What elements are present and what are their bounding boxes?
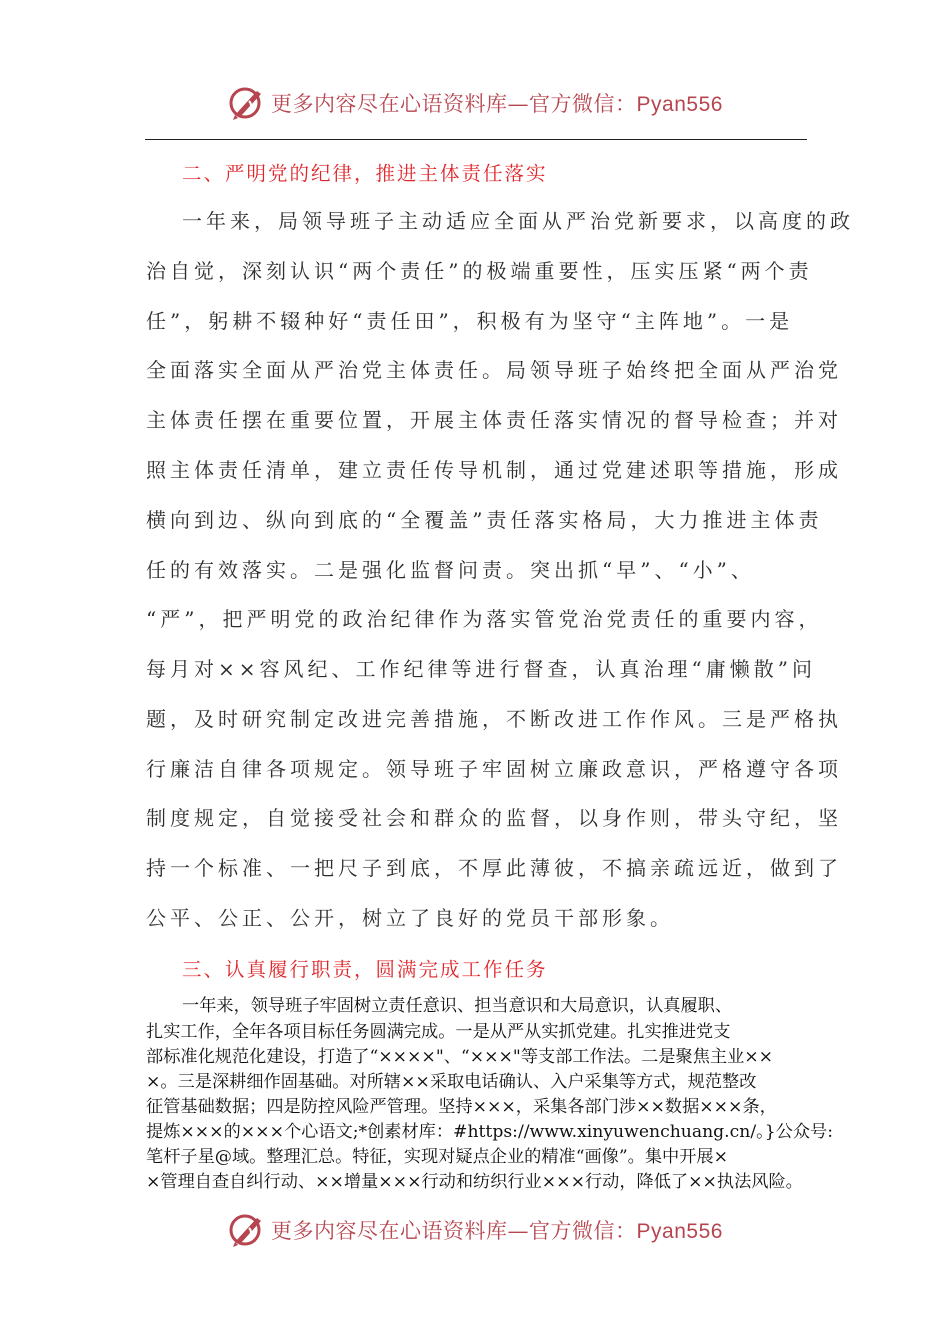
pen-logo-icon (227, 83, 267, 123)
section-2-line: 每月对××容风纪、工作纪律等进行督查，认真治理“庸懒散”问 (146, 657, 816, 681)
section-2-line: 横向到边、纵向到底的“全覆盖”责任落实格局，大力推进主体责 (146, 508, 823, 532)
section-2-line: 公平、公正、公开，树立了良好的党员干部形象。 (146, 906, 674, 930)
section-2-line: 持一个标准、一把尺子到底，不厚此薄彼，不搞亲疏远近，做到了 (146, 856, 842, 880)
section-3-line: 扎实工作，全年各项目标任务圆满完成。一是从严从实抓党建。扎实推进党支 (146, 1022, 731, 1042)
section-3-line: 提炼×××的×××个心语文;*创素材库：#https://www.xinyuwenchuang.cn/。}公众号: (146, 1122, 833, 1142)
section-2-line: 题，及时研究制定改进完善措施，不断改进工作作风。三是严格执 (146, 707, 842, 731)
section-3-line: 笔杆子星@域。整理汇总。特征，实现对疑点企业的精准“画像”。集中开展× (146, 1147, 728, 1167)
section-2-line: 治自觉，深刻认识“两个责任”的极端重要性，压实压紧“两个责 (146, 259, 813, 283)
section-2-line: 照主体责任清单，建立责任传导机制，通过党建述职等措施，形成 (146, 458, 842, 482)
footer-banner (0, 1207, 950, 1253)
section-2-line: 任”，躬耕不辍种好“责任田”，积极有为坚守“主阵地”。一是 (146, 309, 794, 333)
section-3-line: 一年来，领导班子牢固树立责任意识、担当意识和大局意识，认真履职、 (182, 996, 733, 1016)
section-2-line: 一年来，局领导班子主动适应全面从严治党新要求，以高度的政 (182, 209, 854, 233)
section-2-line: “严”，把严明党的政治纪律作为落实管党治党责任的重要内容， (146, 607, 823, 631)
header-rule (145, 139, 807, 140)
section-2-heading: 二、严明党的纪律，推进主体责任落实 (182, 162, 548, 185)
section-2-line: 任的有效落实。二是强化监督问责。突出抓“早”、“小”、 (146, 558, 755, 582)
banner-text: 更多内容尽在心语资料库—官方微信：Pyan556 (271, 1219, 723, 1243)
section-3-heading: 三、认真履行职责，圆满完成工作任务 (182, 958, 548, 981)
wechat-id: Pyan556 (636, 1220, 723, 1243)
section-2-line: 行廉洁自律各项规定。领导班子牢固树立廉政意识，严格遵守各项 (146, 757, 842, 781)
pen-logo-icon (227, 1210, 267, 1250)
section-3-line: 征管基础数据；四是防控风险严管理。坚持×××，采集各部门涉××数据×××条， (146, 1097, 777, 1117)
section-3-line: 部标准化规范化建设，打造了“××××"、“×××"等支部工作法。二是聚焦主业×× (146, 1047, 774, 1067)
section-2-line: 全面落实全面从严治党主体责任。局领导班子始终把全面从严治党 (146, 358, 842, 382)
banner-text: 更多内容尽在心语资料库—官方微信：Pyan556 (271, 92, 723, 116)
wechat-id: Pyan556 (636, 93, 723, 116)
section-2-line: 制度规定，自觉接受社会和群众的监督，以身作则，带头守纪，坚 (146, 806, 842, 830)
section-3-line: ×。三是深耕细作固基础。对所辖××采取电话确认、入户采集等方式，规范整改 (146, 1072, 757, 1092)
section-3-line: ×管理自查自纠行动、××增量×××行动和纺织行业×××行动，降低了××执法风险。 (146, 1172, 803, 1192)
section-2-line: 主体责任摆在重要位置，开展主体责任落实情况的督导检查；并对 (146, 408, 842, 432)
header-banner (0, 80, 950, 126)
